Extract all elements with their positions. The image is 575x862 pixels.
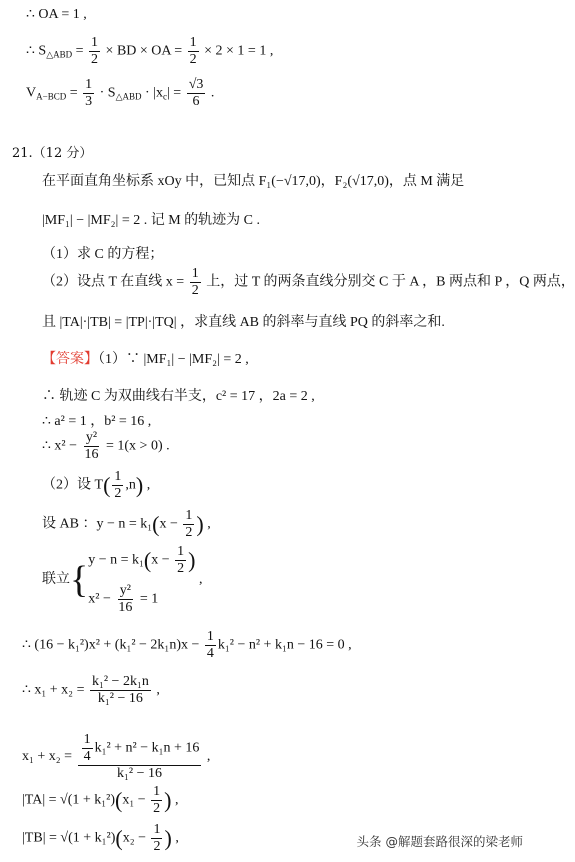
question-2-cont: 且 |TA|·|TB| = |TP|·|TQ| ，求直线 AB 的斜率与直线 PQ 的斜率之和. [42, 315, 445, 330]
answer-line-10: x₁ + x₂ = $\frac{1}{4}$ k₁² + n² − k₁n + 16 k₁² − 16 , [22, 732, 211, 781]
answer-line-1: 【答案】（1）∵ |MF₁| − |MF₂| = 2 , [42, 352, 249, 367]
answer-line-5: （2）设 T( $\frac{1}{2}$ ,n) , [42, 469, 151, 501]
fraction-product-roots: $\frac{1}{4}$ k₁² + n² − k₁n + 16 k₁² − 16 [78, 733, 202, 781]
equation-system [88, 545, 195, 615]
line-oa: ∴ OA = 1 , [26, 7, 87, 22]
answer-line-4: ∴ x² − $\frac{\text{y²}}{16}$ = 1(x > 0) . [42, 430, 170, 462]
answer-line-9: ∴ x₁ + x₂ = $\frac{\text{k₁² − 2k₁n}}{\text{k₁² − 16}}$ , [22, 674, 160, 706]
answer-line-8: ∴ (16 − k₁²)x² + (k₁² − 2k₁n)x − $\frac{1}{4}$ k₁² − n² + k₁n − 16 = 0 , [22, 629, 352, 661]
problem-text-1: 在平面直角坐标系 xOy 中，已知点 F₁(−√17,0)，F₂(√17,0)，点 M 满足 [42, 174, 465, 189]
question-2: （2）设点 T 在直线 x = $\frac{1}{2}$ 上，过 T 的两条直线分别交 C 于 A ，B 两点和 P ，Q 两点， [42, 266, 575, 298]
line-area: ∴ $S_{\triangle ABD}$ = $\frac{1}{2}$ × BD × OA = $\frac{1}{2}$ × 2 × 1 = 1 , [26, 35, 274, 67]
fraction-third: $\frac{1}{3}$ [85, 77, 93, 109]
fraction-quarter: $\frac{1}{4}$ [83, 732, 91, 764]
system-row-2: x² − $\frac{\text{y²}}{16}$ = 1 [88, 583, 159, 615]
answer-line-3: ∴ a² = 1 ，b² = 16 , [42, 414, 152, 429]
answer-line-12: |TB| = √(1 + k₁²)(x₂ − $\frac{1}{2}$ ) , [22, 822, 179, 854]
system-row-1: y − n = k₁(x − $\frac{1}{2}$ ) [88, 544, 196, 576]
line-volume: $V_{A-BCD}$ = $\frac{1}{3}$ · $S_{\triangle ABD} \cdot |x_c|$ = $\frac{√3}{6}$ . [26, 77, 215, 109]
watermark: 头条 @解题套路很深的梁老师 [356, 834, 523, 849]
answer-system: 联立{ y − n = k₁(x − $\frac{1}{2}$ ) x² − $\frac{\text{y²}}{16}$ = 1 , [42, 544, 203, 615]
fraction-half: $\frac{1}{2}$ [114, 469, 122, 501]
fraction-half: $\frac{1}{2}$ [191, 266, 199, 298]
fraction-sqrt3-over-6: $\frac{√3}{6}$ [188, 77, 204, 109]
problem-number: 21.（12 分） [12, 146, 93, 161]
question-1: （1）求 C 的方程； [42, 247, 164, 262]
fraction-half: $\frac{1}{2}$ [185, 508, 193, 540]
fraction-quarter: $\frac{1}{4}$ [206, 629, 214, 661]
answer-line-11: |TA| = √(1 + k₁²)(x₁ − $\frac{1}{2}$ ) , [22, 784, 179, 816]
fraction-sum-roots: $\frac{\text{k₁² − 2k₁n}}{\text{k₁² − 16}}$ [91, 674, 149, 706]
answer-line-6: 设 AB ：y − n = k₁(x − $\frac{1}{2}$ ) , [42, 508, 211, 540]
fraction-half: $\frac{1}{2}$ [91, 35, 99, 67]
fraction-half: $\frac{1}{2}$ [189, 35, 197, 67]
fraction-y2-over-16: $\frac{\text{y²}}{16}$ [84, 430, 99, 462]
answer-line-2: ∴ 轨迹 C 为双曲线右半支，c² = 17 ，2a = 2 , [42, 389, 315, 404]
problem-text-2: |MF₁| − |MF₂| = 2 . 记 M 的轨迹为 C . [42, 213, 261, 228]
left-brace: { [70, 559, 89, 601]
answer-tag: 【答案】 [42, 352, 98, 367]
